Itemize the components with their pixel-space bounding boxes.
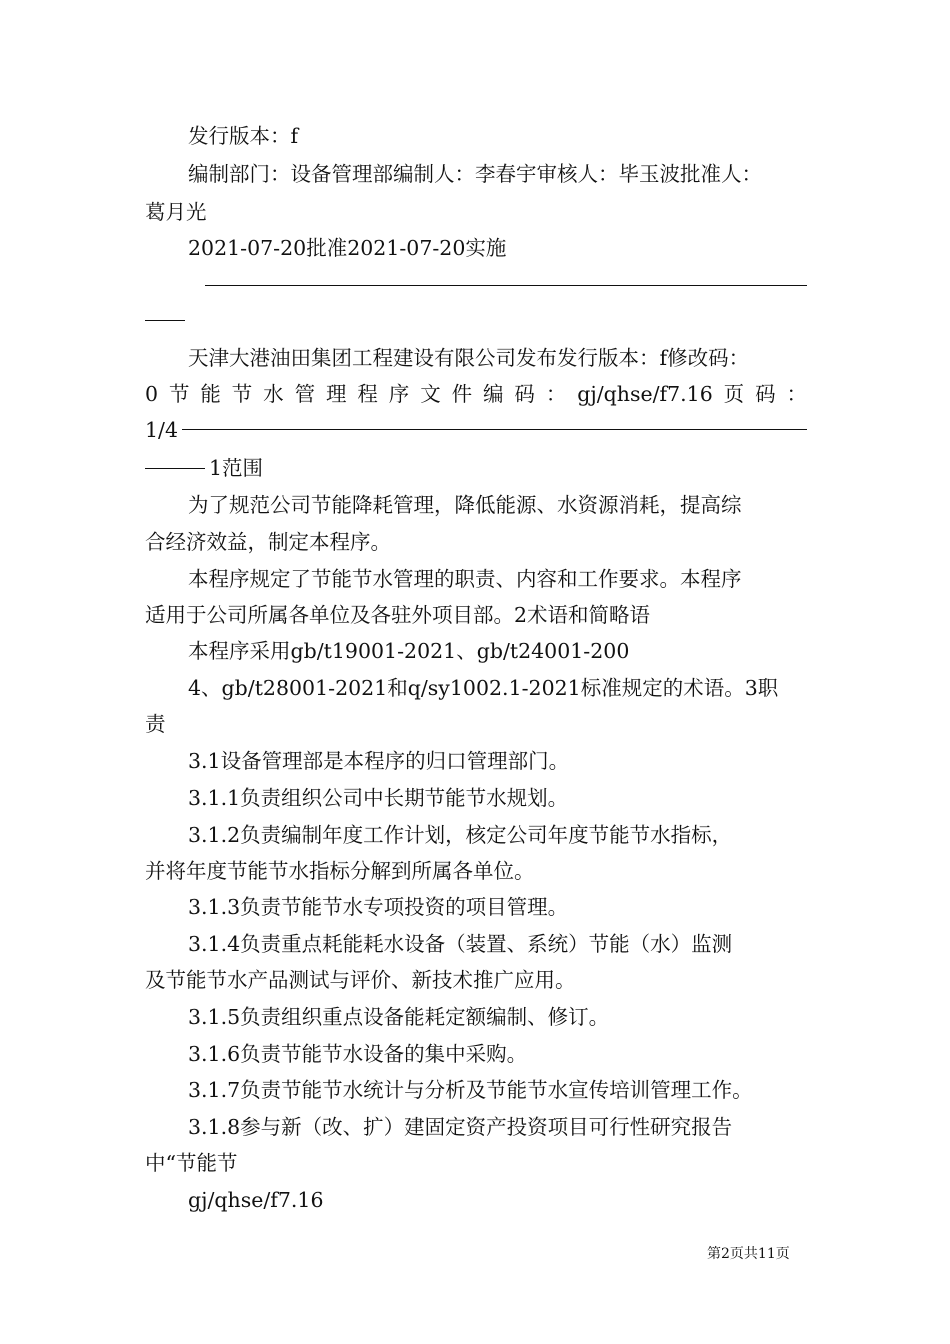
clause-3-1-7: 3.1.7负责节能节水统计与分析及节能节水宣传培训管理工作。: [188, 1078, 753, 1102]
code-token: 水: [263, 382, 284, 406]
paragraph-line: 责: [145, 712, 166, 736]
clause-3-1-3: 3.1.3负责节能节水专项投资的项目管理。: [188, 895, 569, 919]
code-token: 件: [451, 382, 473, 406]
page-code-line: [145, 412, 807, 448]
compiler-line: 编制部门：设备管理部编制人：李春宇审核人：毕玉波批准人：: [188, 162, 762, 186]
clause-3-1-6: 3.1.6负责节能节水设备的集中采购。: [188, 1042, 528, 1066]
code-token: 文: [420, 382, 441, 406]
page-code: 1/4: [145, 418, 178, 442]
code-token: gj/qhse/f7.16: [577, 382, 713, 406]
separator-rule-continued: [145, 320, 185, 321]
code-token: 页: [723, 382, 745, 406]
separator-rule-2: [182, 429, 807, 430]
page-footer: 第2页共11页: [707, 1246, 790, 1262]
clause-3-1-5: 3.1.5负责组织重点设备能耗定额编制、修订。: [188, 1005, 610, 1029]
paragraph-line: 合经济效益，制定本程序。: [145, 530, 391, 554]
publisher-line: 天津大港油田集团工程建设有限公司发布发行版本：f修改码：: [188, 346, 750, 370]
separator-rule: [205, 285, 807, 286]
clause-3-1: 3.1设备管理部是本程序的归口管理部门。: [188, 749, 570, 773]
clause-3-1-8-cont: 中“节能节: [145, 1151, 238, 1175]
paragraph-line: 本程序规定了节能节水管理的职责、内容和工作要求。本程序: [188, 567, 742, 591]
section-1-heading: 1范围: [209, 456, 264, 480]
release-version-line: 发行版本：f: [188, 124, 299, 148]
code-token: 程: [357, 382, 378, 406]
code-token: 能: [200, 382, 221, 406]
paragraph-line: 适用于公司所属各单位及各驻外项目部。2术语和简略语: [145, 603, 651, 627]
running-code: gj/qhse/f7.16: [188, 1188, 324, 1212]
clause-3-1-2-cont: 并将年度节能节水指标分解到所属各单位。: [145, 859, 535, 883]
date-line: 2021-07-20批准2021-07-20实施: [188, 236, 507, 260]
clause-3-1-8: 3.1.8参与新（改、扩）建固定资产投资项目可行性研究报告: [188, 1115, 733, 1139]
code-token: 码: [755, 382, 776, 406]
clause-3-1-4: 3.1.4负责重点耗能耗水设备（装置、系统）节能（水）监测: [188, 932, 733, 956]
document-code-line: [145, 376, 807, 412]
paragraph-line: 4、gb/t28001-2021和q/sy1002.1-2021标准规定的术语。3职: [188, 676, 779, 700]
approver-name-line: 葛月光: [145, 200, 207, 224]
code-token: 节: [231, 382, 253, 406]
code-token: 节: [168, 382, 190, 406]
code-token: 编: [483, 382, 504, 406]
clause-3-1-4-cont: 及节能节水产品测试与评价、新技术推广应用。: [145, 968, 576, 992]
code-token: 管: [294, 382, 316, 406]
clause-3-1-1: 3.1.1负责组织公司中长期节能节水规划。: [188, 786, 569, 810]
clause-3-1-2: 3.1.2负责编制年度工作计划，核定公司年度节能节水指标，: [188, 823, 733, 847]
code-token: 理: [325, 382, 347, 406]
code-token: ：: [786, 382, 807, 406]
code-token: 0: [145, 382, 159, 406]
code-token: ：: [545, 382, 567, 406]
paragraph-line: 本程序采用gb/t19001-2021、gb/t24001-200: [188, 639, 630, 663]
code-token: 码: [514, 382, 535, 406]
code-token: 序: [388, 382, 410, 406]
separator-rule-2-continued: [145, 468, 205, 469]
paragraph-line: 为了规范公司节能降耗管理，降低能源、水资源消耗，提高综: [188, 493, 742, 517]
